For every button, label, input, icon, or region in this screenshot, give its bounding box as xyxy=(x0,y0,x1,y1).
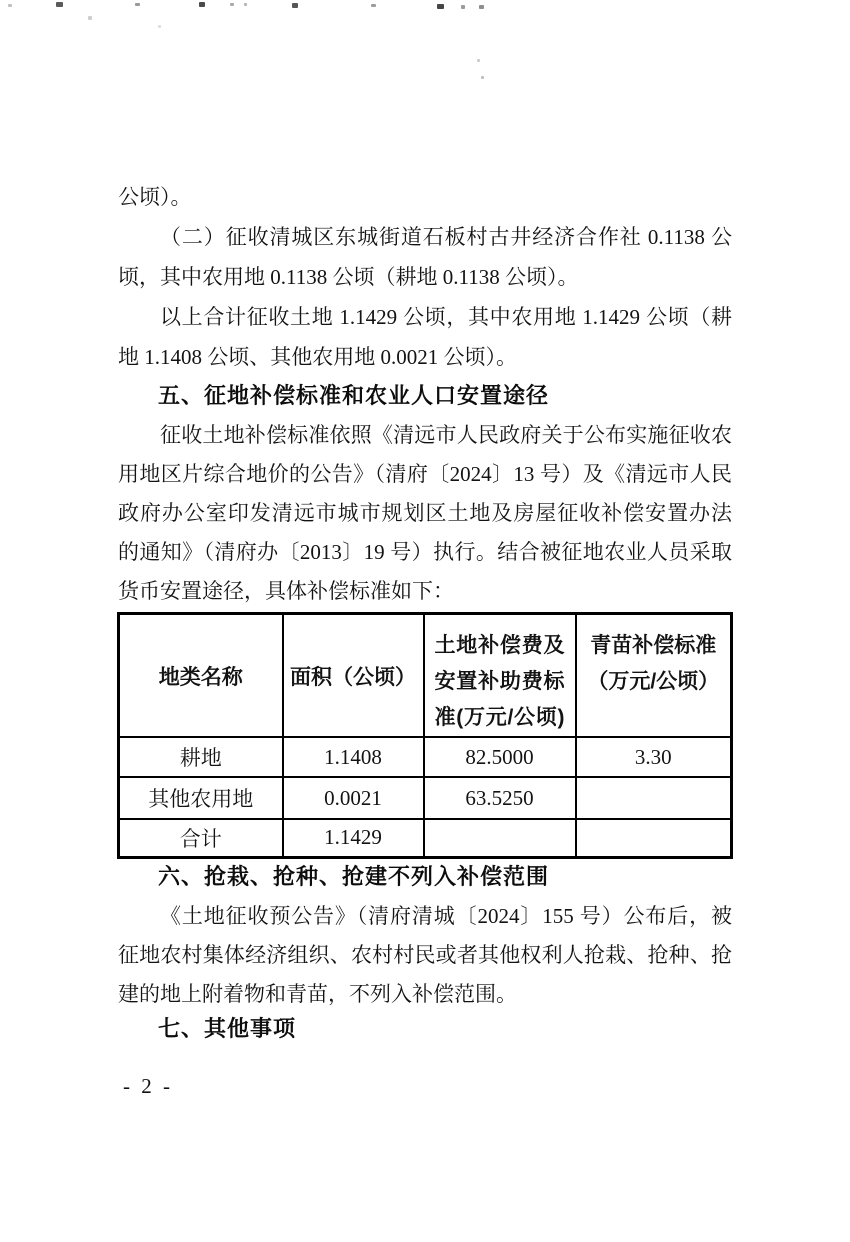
scan-speck xyxy=(199,2,205,7)
col-header-seedling-rate: 青苗补偿标准 （万元/公顷） xyxy=(576,614,732,738)
paragraph-line: 以上合计征收土地 1.1429 公顷，其中农用地 1.1429 公顷（耕 xyxy=(160,305,732,329)
cell-seedling-rate xyxy=(576,777,732,819)
cell-land-type: 合计 xyxy=(119,819,283,857)
table-row xyxy=(119,737,732,777)
paragraph-line: 《土地征收预公告》（清府清城〔2024〕155 号）公布后，被 xyxy=(160,904,732,928)
section-heading-7: 七、其他事项 xyxy=(158,1016,297,1041)
scan-speck xyxy=(56,2,63,7)
scan-speck xyxy=(292,3,298,8)
scan-speck xyxy=(158,25,161,28)
table-header-row xyxy=(119,614,732,738)
paragraph-line: 建的地上附着物和青苗，不列入补偿范围。 xyxy=(118,982,517,1006)
page-number: - 2 - xyxy=(123,1074,173,1098)
cell-land-type: 耕地 xyxy=(119,737,283,777)
cell-area: 0.0021 xyxy=(283,777,424,819)
table-row xyxy=(119,777,732,819)
paragraph-line: 政府办公室印发清远市城市规划区土地及房屋征收补偿安置办法 xyxy=(118,501,732,525)
cell-land-comp-rate: 82.5000 xyxy=(424,737,576,777)
table-row-total xyxy=(119,819,732,857)
section-heading-5: 五、征地补偿标准和农业人口安置途径 xyxy=(158,383,550,408)
paragraph-land-parcels xyxy=(118,177,732,377)
scan-speck xyxy=(479,5,484,9)
cell-seedling-rate: 3.30 xyxy=(576,737,732,777)
paragraph-line: （二）征收清城区东城街道石板村古井经济合作社 0.1138 公 xyxy=(160,225,732,249)
cell-seedling-rate xyxy=(576,819,732,857)
scan-speck xyxy=(481,76,484,79)
paragraph-line: 征地农村集体经济组织、农村村民或者其他权利人抢栽、抢种、抢 xyxy=(118,943,732,967)
paragraph-no-compensation-scope xyxy=(118,897,732,1014)
paragraph-line: 的通知》（清府办〔2013〕19 号）执行。结合被征地农业人员采取 xyxy=(118,540,732,564)
cell-area: 1.1429 xyxy=(283,819,424,857)
paragraph-line: 公顷）。 xyxy=(118,185,192,209)
paragraph-line: 用地区片综合地价的公告》（清府〔2024〕13 号）及《清远市人民 xyxy=(118,462,732,486)
scan-speck xyxy=(135,3,140,6)
cell-land-comp-rate: 63.5250 xyxy=(424,777,576,819)
col-header-land-comp-rate: 土地补偿费及 安置补助费标 准(万元/公顷) xyxy=(424,614,576,738)
scan-speck xyxy=(8,4,12,7)
cell-area: 1.1408 xyxy=(283,737,424,777)
scan-speck xyxy=(371,4,376,7)
cell-land-comp-rate xyxy=(424,819,576,857)
compensation-table xyxy=(117,612,733,859)
cell-land-type: 其他农用地 xyxy=(119,777,283,819)
scan-speck xyxy=(88,16,92,20)
scan-speck xyxy=(244,3,247,6)
col-header-area: 面积（公顷） xyxy=(283,614,424,738)
scan-speck xyxy=(230,3,234,6)
col-header-land-type: 地类名称 xyxy=(119,614,283,738)
scan-speck xyxy=(461,5,465,9)
scan-speck xyxy=(437,4,444,9)
paragraph-line: 地 1.1408 公顷、其他农用地 0.0021 公顷）。 xyxy=(118,345,517,369)
scan-speck xyxy=(477,59,480,62)
paragraph-compensation-standards xyxy=(118,416,732,611)
section-heading-6: 六、抢栽、抢种、抢建不列入补偿范围 xyxy=(158,864,550,889)
paragraph-line: 顷，其中农用地 0.1138 公顷（耕地 0.1138 公顷）。 xyxy=(118,265,579,289)
paragraph-line: 征收土地补偿标准依照《清远市人民政府关于公布实施征收农 xyxy=(160,423,732,447)
paragraph-line: 货币安置途径，具体补偿标准如下： xyxy=(118,579,454,603)
